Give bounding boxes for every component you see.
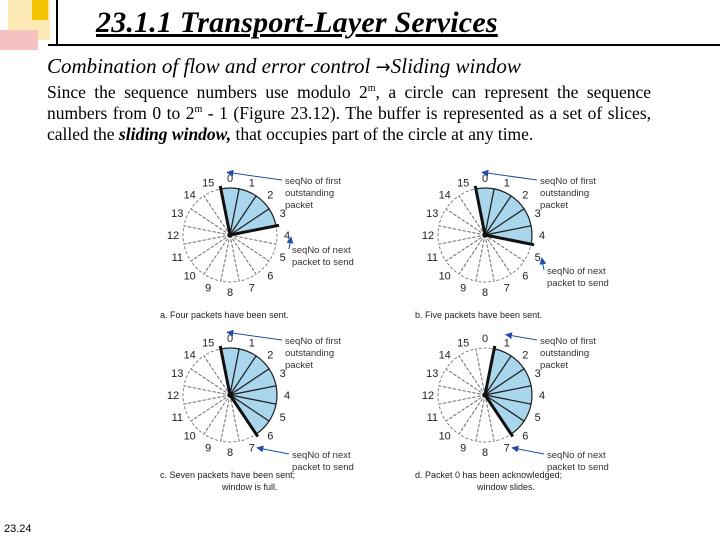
sequence-number: 15 [457, 177, 470, 190]
sequence-number: 0 [226, 173, 234, 185]
empty-slice [439, 235, 485, 261]
empty-slice [184, 235, 230, 261]
sequence-number: 12 [421, 390, 435, 402]
empty-slice [476, 235, 494, 282]
circle-center [483, 393, 488, 398]
sequence-number: 15 [457, 337, 470, 350]
subtitle-text: Combination of flow and error control [47, 54, 376, 78]
empty-slice [439, 395, 485, 421]
subtitle-tail: Sliding window [390, 54, 521, 78]
sequence-number: 13 [426, 208, 439, 221]
sequence-number: 5 [534, 411, 541, 424]
empty-slice [184, 209, 230, 235]
label-first-outstanding-line1: seqNo of first [540, 176, 596, 187]
empty-slice [446, 356, 485, 395]
body-text-2: , a circle can represent the sequence numbers from 0 to 2 [47, 82, 651, 123]
corner-decoration-vline [56, 0, 58, 46]
sequence-number: 6 [522, 270, 529, 283]
label-next-packet-line1: seqNo of next [292, 450, 351, 461]
label-first-outstanding-line3: packet [285, 360, 313, 371]
sequence-number: 5 [279, 251, 286, 264]
body-sup-2: m [194, 104, 203, 116]
sliding-window-figure [150, 170, 650, 505]
empty-slice [184, 369, 230, 395]
sequence-number: 0 [481, 173, 489, 185]
next-packet-arrow [512, 448, 544, 454]
sequence-number: 2 [522, 189, 529, 202]
panel-caption-line1: d. Packet 0 has been acknowledged; [415, 470, 563, 480]
sequence-number: 14 [183, 189, 196, 202]
label-first-outstanding-line2: outstanding [285, 188, 335, 199]
label-first-outstanding-line1: seqNo of first [540, 336, 596, 347]
sequence-number: 8 [226, 287, 234, 299]
sequence-number: 5 [534, 251, 541, 264]
sequence-number: 4 [283, 390, 291, 402]
sequence-number: 12 [421, 230, 435, 242]
sequence-number: 3 [534, 208, 541, 221]
sequence-number: 7 [503, 442, 510, 455]
empty-slice [438, 226, 485, 244]
sequence-number: 12 [166, 390, 180, 402]
next-packet-arrow [542, 258, 544, 270]
sequence-number: 14 [438, 189, 451, 202]
sequence-number: 7 [248, 442, 255, 455]
empty-slice [230, 235, 269, 274]
label-first-outstanding-line3: packet [285, 200, 313, 211]
label-first-outstanding-line2: outstanding [540, 188, 590, 199]
sequence-number: 15 [202, 177, 215, 190]
sequence-number: 3 [534, 368, 541, 381]
label-first-outstanding-line3: packet [540, 200, 568, 211]
empty-slice [439, 209, 485, 235]
sequence-number: 15 [202, 337, 215, 350]
sequence-number: 1 [503, 337, 510, 350]
sequence-number: 10 [183, 270, 196, 283]
window-panel-c [160, 332, 354, 492]
sequence-number: 13 [426, 368, 439, 381]
sequence-number: 10 [438, 430, 451, 443]
label-first-outstanding-line2: outstanding [285, 348, 335, 359]
next-packet-arrow [257, 448, 289, 454]
empty-slice [459, 235, 485, 281]
label-next-packet-line2: packet to send [547, 462, 609, 473]
sequence-number: 14 [438, 349, 451, 362]
sequence-number: 6 [267, 430, 274, 443]
slide-title: 23.1.1 Transport-Layer Services [96, 6, 498, 39]
panel-caption-line1: b. Five packets have been sent. [415, 310, 543, 320]
sequence-number: 9 [205, 282, 212, 295]
empty-slice [183, 226, 230, 244]
label-next-packet-line2: packet to send [292, 257, 354, 268]
label-first-outstanding-line3: packet [540, 360, 568, 371]
empty-slice [446, 235, 485, 274]
empty-slice [204, 395, 230, 441]
sequence-number: 0 [226, 333, 234, 345]
empty-slice [459, 349, 485, 395]
circle-center [483, 233, 488, 238]
panel-caption-line1: c. Seven packets have been sent; [160, 470, 296, 480]
body-text-1: Since the sequence numbers use modulo 2 [47, 82, 368, 102]
sequence-number: 13 [171, 368, 184, 381]
sequence-number: 2 [267, 349, 274, 362]
title-rule [48, 44, 720, 46]
empty-slice [184, 395, 230, 421]
empty-slice [438, 386, 485, 404]
panel-caption-line2: window is full. [222, 482, 278, 492]
sequence-number: 8 [481, 447, 489, 459]
window-panel-a [160, 172, 354, 320]
empty-slice [230, 235, 256, 281]
label-first-outstanding-line1: seqNo of first [285, 336, 341, 347]
empty-slice [459, 395, 485, 441]
arrow-right-icon: → [375, 57, 391, 78]
label-first-outstanding-line2: outstanding [540, 348, 590, 359]
label-next-packet-line1: seqNo of next [547, 266, 606, 278]
slide-subtitle [47, 54, 521, 79]
sequence-number: 11 [426, 251, 439, 264]
body-emphasis: sliding window, [118, 124, 232, 144]
sequence-number: 8 [226, 447, 234, 459]
empty-slice [230, 235, 276, 261]
sequence-number: 1 [248, 177, 255, 190]
sequence-number: 9 [460, 282, 467, 295]
slide-number: 23.24 [4, 523, 32, 535]
corner-decoration-pink [0, 30, 38, 50]
sequence-number: 4 [538, 230, 546, 242]
sequence-number: 9 [460, 442, 467, 455]
sequence-number: 1 [248, 337, 255, 350]
sequence-number: 10 [438, 270, 451, 283]
sequence-number: 7 [503, 282, 510, 295]
sequence-number: 0 [481, 333, 489, 345]
sequence-number: 9 [205, 442, 212, 455]
body-text-3: - 1 (Figure 23.12). The buffer is represented as a set of slices, called the [47, 103, 652, 144]
first-outstanding-arrow [506, 335, 537, 340]
empty-slice [191, 235, 230, 274]
empty-slice [221, 235, 239, 282]
sequence-number: 4 [283, 230, 291, 242]
sequence-number: 3 [279, 368, 286, 381]
empty-slice [183, 386, 230, 404]
sequence-number: 6 [267, 270, 274, 283]
sequence-number: 3 [279, 208, 286, 221]
sequence-number: 6 [522, 430, 529, 443]
sequence-number: 11 [171, 251, 184, 264]
sequence-number: 14 [183, 349, 196, 362]
empty-slice [191, 395, 230, 434]
sequence-number: 2 [522, 349, 529, 362]
sequence-number: 7 [248, 282, 255, 295]
circle-center [228, 393, 233, 398]
sequence-number: 12 [166, 230, 180, 242]
label-first-outstanding-line1: seqNo of first [285, 176, 341, 187]
label-next-packet-line1: seqNo of next [547, 450, 606, 461]
window-panel-d [415, 333, 609, 492]
sequence-number: 1 [503, 177, 510, 190]
body-text-4: that occupies part of the circle at any time. [231, 124, 534, 144]
sequence-number: 2 [267, 189, 274, 202]
empty-slice [446, 395, 485, 434]
sequence-number: 11 [426, 411, 439, 424]
panel-caption-line2: window slides. [477, 482, 536, 492]
sequence-number: 10 [183, 430, 196, 443]
circle-center [228, 233, 233, 238]
empty-slice [439, 369, 485, 395]
body-sup-1: m [367, 83, 376, 95]
sequence-number: 4 [538, 390, 546, 402]
label-next-packet-line2: packet to send [292, 462, 354, 473]
label-next-packet-line1: seqNo of next [292, 245, 351, 256]
empty-slice [485, 235, 511, 281]
panel-caption-line1: a. Four packets have been sent. [160, 310, 289, 320]
sequence-number: 11 [171, 411, 184, 424]
body-paragraph [47, 82, 651, 145]
sequence-number: 5 [279, 411, 286, 424]
window-panel-b [415, 172, 609, 320]
sequence-number: 8 [481, 287, 489, 299]
label-next-packet-line2: packet to send [547, 278, 609, 290]
sequence-number: 13 [171, 208, 184, 221]
empty-slice [204, 235, 230, 281]
corner-decoration-yellow [32, 0, 48, 20]
